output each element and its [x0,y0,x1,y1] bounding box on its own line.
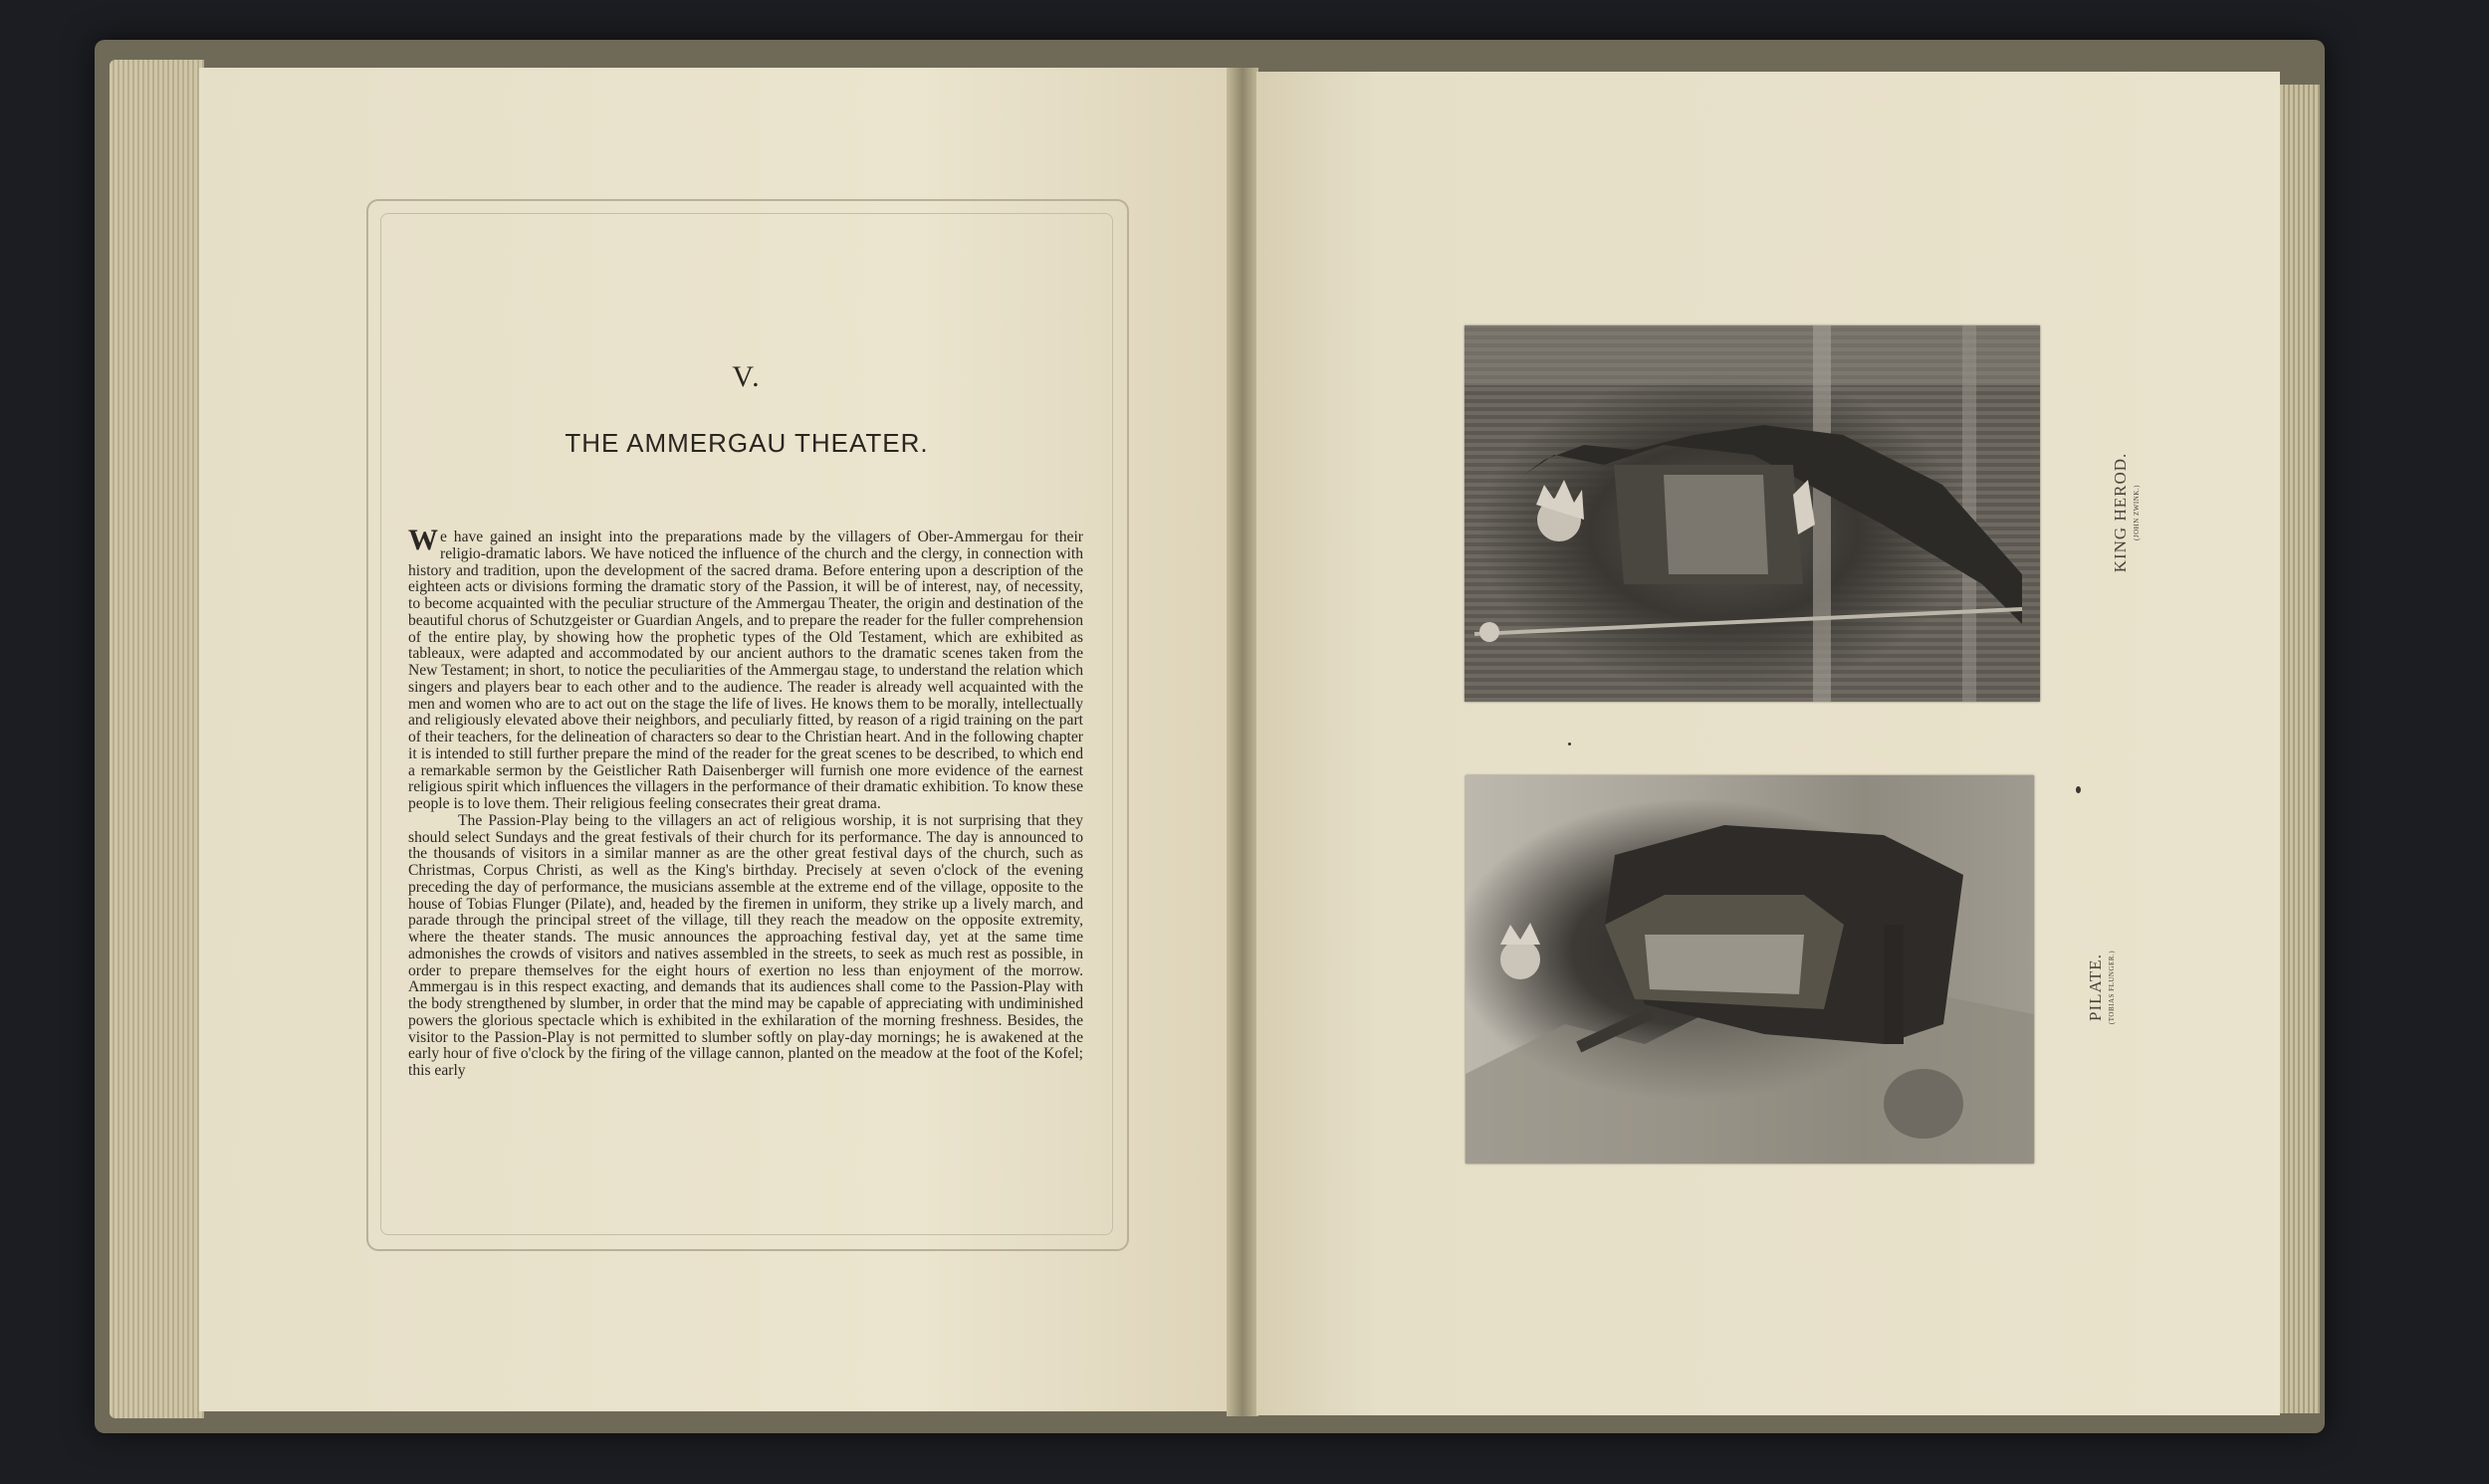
chapter-title: THE AMMERGAU THEATER. [565,428,929,458]
king-herod-name: KING HEROD. [2111,452,2130,573]
paragraph-1-text: e have gained an insight into the preparations made by the villagers of Ober-Ammergau for their religio-dramatic labors. We have noticed the influence of the church and the clergy, in connection with history and tradition, upon the development of the sacred drama. Before entering upon a description of the eighteen acts or divisions forming the dramatic story of the Passion, it will be of interest, nay, of necessity, to become acquainted with the peculiar structure of the Ammergau Theater, the origin and destination of the beautiful chorus of Schutzgeister or Guardian Angels, and to prepare the reader for the fuller comprehension of the entire play, by showing how the prophetic types of the Old Testament, which are exhibited as tableaux, were adapted and accommodated by our ancient authors to the dramatic scenes taken from the New Testament; in short, to notice the peculiarities of the Ammergau stage, to understand the relation which singers and players bear to each other and to the audience. The reader is already well acquainted with the men and women who are to act out on the stage the life of lives. He knows them to be morally, intellectually and religiously elevated above their neighbors, and peculiarly fitted, by reason of a rigid training on the part of their teachers, for the delineation of characters so dear to the Christian heart. And in the following chapter it is intended to still further prepare the mind of the reader for the great scenes to be described, to which end a remarkable sermon by the Geistlicher Rath Daisenberger will furnish one more evidence of the earnest religious spirit which influences the villagers in the performance of their dramatic exhibition. To know these people is to love them. Their religious feeling consecrates their great drama. [408,529,1083,812]
body-text [408,524,1083,1080]
king-herod-actor: (JOHN ZWINK.) [2133,485,2141,540]
left-page-edges [110,60,204,1418]
pilate-actor: (TOBIAS FLUNGER.) [2108,950,2116,1025]
pilate-caption [2086,888,2126,1087]
paragraph-2: The Passion-Play being to the villagers an act of religious worship, it is not surprising that they should select Sundays and the great festivals of their church for its performance. The day is announced to the thousands of visitors in a similar manner as are the other great festival days of the church, such as Christmas, Corpus Christi, as well as the King's birthday. Precisely at seven o'clock of the evening preceding the day of performance, the musicians assemble at the extreme end of the village, opposite to the house of Tobias Flunger (Pilate), and, headed by the firemen in uniform, they strike up a lively march, and parade through the principal street of the village, till they reach the meadow on the opposite extremity, where the theater stands. The music announces the approaching festival day, yet at the same time admonishes the crowds of visitors and natives assembled in the streets, to seek as much rest as possible, in order to prepare themselves for the eight hours of exertion no less than enjoyment of the morrow. Ammergau is in this respect exacting, and demands that its audiences shall come to the Passion-Play with the body strengthened by slumber, in order that the mind may be capable of appreciating with undiminished powers the glorious spectacle which is exhibited in the exhilaration of the morning freshness. Besides, the visitor to the Passion-Play is not permitted to slumber softly on play-day mornings; he is awakened at the early hour of five o'clock by the firing of the village cannon, planted on the meadow at the foot of the Kofel; this early [408,811,1083,1079]
chapter-number: V. [732,360,762,393]
pilate-figure-illustration [1466,775,2034,1164]
king-herod-caption [2111,413,2150,612]
right-page [1256,72,2280,1415]
right-page-edges [2280,85,2320,1413]
drop-cap: W [408,524,438,556]
paper-speck [2076,786,2081,793]
paper-speck [1568,742,1571,745]
pilate-name: PILATE. [2086,954,2105,1021]
book-gutter [1227,68,1258,1416]
king-herod-photograph [1465,325,2040,702]
paragraph-1 [408,524,1083,813]
pilate-photograph [1466,775,2034,1164]
king-herod-figure-illustration [1465,325,2040,702]
